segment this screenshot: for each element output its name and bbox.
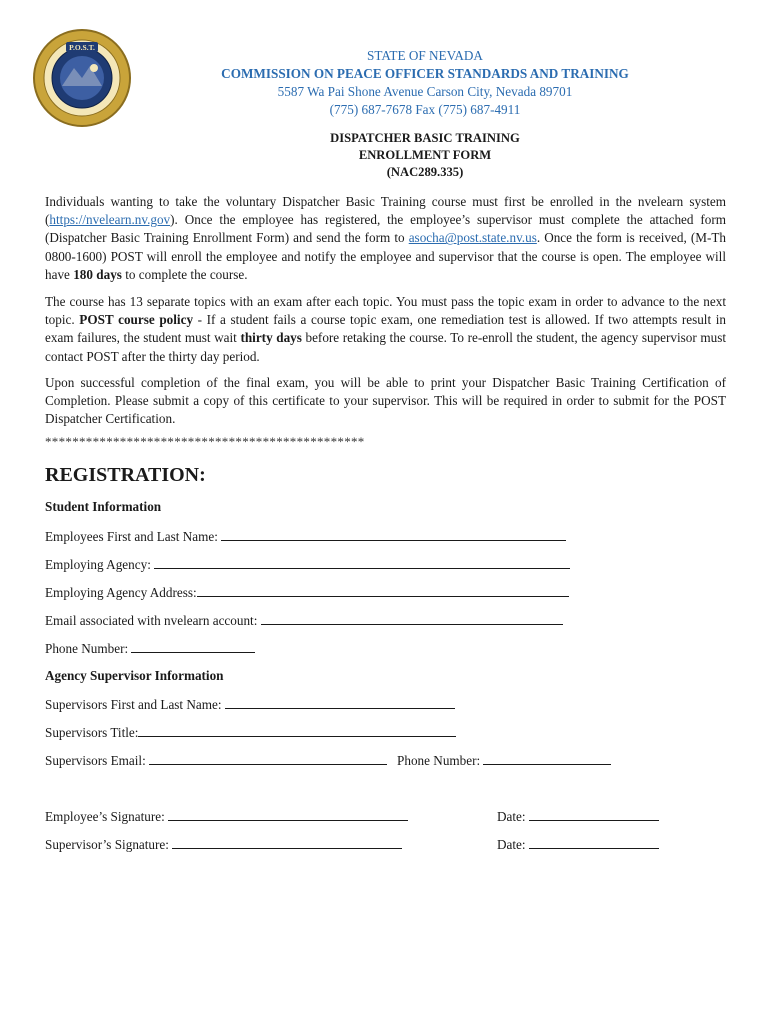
supervisor-email-label: Supervisors Email: <box>45 753 150 768</box>
supervisor-date-field <box>497 836 659 853</box>
employing-agency-input-line[interactable] <box>154 556 570 569</box>
completion-paragraph: Upon successful completion of the final exam, you will be able to print your Dispatcher Basic Training Certification of Completion. Please submit a copy of this certificate to your supervisor. This will be required in order to submit for the POST Dispatcher Certification. <box>45 375 726 427</box>
form-title-line3: (NAC289.335) <box>386 165 464 179</box>
policy-text-b: - If a student fails a course topic exam, one remediation test is allowed. If two attempts result in exam failures, the student must wait <box>45 312 726 346</box>
seal-text: P.O.S.T. <box>69 43 95 52</box>
supervisor-contact-field <box>45 752 611 769</box>
form-title <box>0 130 770 181</box>
policy-text-c: before retaking the course. To re-enroll the student, the agency supervisor must contact POST after the thirty day period. <box>45 330 726 364</box>
student-info-heading: Student Information <box>45 499 162 514</box>
supervisor-email-input-line[interactable] <box>149 752 387 765</box>
email-link[interactable]: asocha@post.state.nv.us <box>408 230 537 246</box>
thirty-days-emphasis: thirty days <box>240 330 302 346</box>
agency-address-label: Employing Agency Address: <box>45 585 197 600</box>
supervisor-name-field <box>45 696 455 713</box>
supervisor-name-input-line[interactable] <box>225 696 455 709</box>
agency-address: 5587 Wa Pai Shone Avenue Carson City, Nevada 89701 <box>277 84 573 99</box>
employee-date-input-line[interactable] <box>529 808 659 821</box>
state-name: STATE OF NEVADA <box>367 48 483 63</box>
intro-text-a: Individuals wanting to take the voluntary Dispatcher Basic Training course must first be enrolled in the nvelearn system ( <box>45 194 726 228</box>
supervisor-title-label: Supervisors Title: <box>45 725 139 740</box>
employee-date-label: Date: <box>497 809 529 824</box>
student-phone-input-line[interactable] <box>131 640 255 653</box>
intro-text-b: ). Once the employee has registered, the employee’s supervisor must complete the attached form (Dispatcher Basic Training Enrollment Form) and send the form to <box>45 212 726 246</box>
nvelearn-email-field <box>45 612 563 629</box>
separator-stars: *********************************************** <box>45 434 365 449</box>
policy-emphasis: POST course policy <box>79 312 194 328</box>
supervisor-date-input-line[interactable] <box>529 836 659 849</box>
registration-heading: REGISTRATION: <box>45 464 206 486</box>
employee-date-field <box>497 808 659 825</box>
policy-paragraph <box>45 293 726 366</box>
supervisor-date-label: Date: <box>497 837 529 852</box>
supervisor-name-label: Supervisors First and Last Name: <box>45 697 225 712</box>
form-title-line1: DISPATCHER BASIC TRAINING <box>330 131 520 145</box>
employee-name-input-line[interactable] <box>221 528 566 541</box>
employee-name-field <box>45 528 566 545</box>
supervisor-title-input-line[interactable] <box>138 724 456 737</box>
agency-address-input-line[interactable] <box>197 584 569 597</box>
intro-text-c: . Once the form is received, (M-Th 0800-1600) POST will enroll the employee and notify the employee and supervisor that the course is open. The employee will have <box>45 230 726 282</box>
policy-text-a: The course has 13 separate topics with an exam after each topic. You must pass the topic exam in order to advance to the next topic. <box>45 294 726 328</box>
employing-agency-field <box>45 556 570 573</box>
supervisor-phone-input-line[interactable] <box>483 752 611 765</box>
employee-name-label: Employees First and Last Name: <box>45 529 222 544</box>
agency-phone: (775) 687-7678 Fax (775) 687-4911 <box>329 102 521 117</box>
student-phone-field <box>45 640 255 657</box>
intro-text-d: to complete the course. <box>121 266 248 282</box>
employee-signature-input-line[interactable] <box>168 808 408 821</box>
supervisor-info-heading: Agency Supervisor Information <box>45 668 224 683</box>
employing-agency-label: Employing Agency: <box>45 557 155 572</box>
intro-paragraph <box>45 193 726 284</box>
nvelearn-email-input-line[interactable] <box>261 612 563 625</box>
supervisor-signature-label: Supervisor’s Signature: <box>45 837 173 852</box>
commission-name: COMMISSION ON PEACE OFFICER STANDARDS AND TRAINING <box>221 66 629 81</box>
employee-signature-label: Employee’s Signature: <box>45 809 169 824</box>
employee-signature-field <box>45 808 408 825</box>
student-phone-label: Phone Number: <box>45 641 132 656</box>
supervisor-phone-label: Phone Number: <box>397 753 484 768</box>
nvelearn-link[interactable]: https://nvelearn.nv.gov <box>49 212 171 228</box>
agency-header <box>0 47 770 119</box>
form-title-line2: ENROLLMENT FORM <box>358 148 492 162</box>
agency-address-field <box>45 584 569 601</box>
supervisor-signature-field <box>45 836 402 853</box>
days-emphasis: 180 days <box>73 266 122 282</box>
supervisor-title-field <box>45 724 456 741</box>
nvelearn-email-label: Email associated with nvelearn account: <box>45 613 261 628</box>
supervisor-signature-input-line[interactable] <box>172 836 402 849</box>
